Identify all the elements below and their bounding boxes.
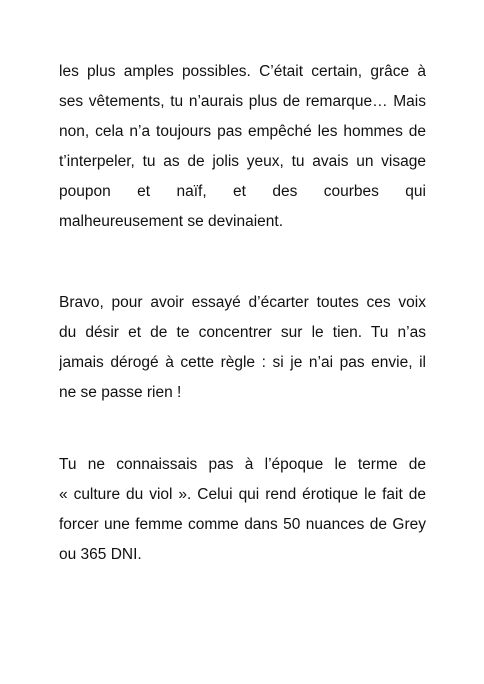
text-line: jamais dérogé à cette règle : si je n’ai pas envie, il [59, 354, 426, 371]
text-line: ne se passe rien ! [59, 384, 182, 401]
text-line: ou 365 DNI. [59, 546, 142, 563]
text-line: les plus amples possibles. C’était certain, grâce à [59, 63, 426, 80]
text-line: poupon et naïf, et des courbes qui [59, 183, 426, 200]
text-line: « culture du viol ». Celui qui rend érotique le fait de [59, 486, 426, 503]
paragraph-3 [59, 450, 426, 570]
text-line: Tu ne connaissais pas à l’époque le terme de [59, 456, 426, 473]
paragraph-1 [59, 57, 426, 237]
text-line: non, cela n’a toujours pas empêché les hommes de [59, 123, 426, 140]
text-line: forcer une femme comme dans 50 nuances de Grey [59, 516, 426, 533]
text-line: du désir et de te concentrer sur le tien. Tu n’as [59, 324, 426, 341]
text-line: ses vêtements, tu n’aurais plus de remarque… Mais [59, 93, 426, 110]
text-line: malheureusement se devinaient. [59, 213, 284, 230]
paragraph-2 [59, 288, 426, 408]
text-line: t’interpeler, tu as de jolis yeux, tu avais un visage [59, 153, 426, 170]
text-line: Bravo, pour avoir essayé d’écarter toutes ces voix [59, 294, 426, 311]
